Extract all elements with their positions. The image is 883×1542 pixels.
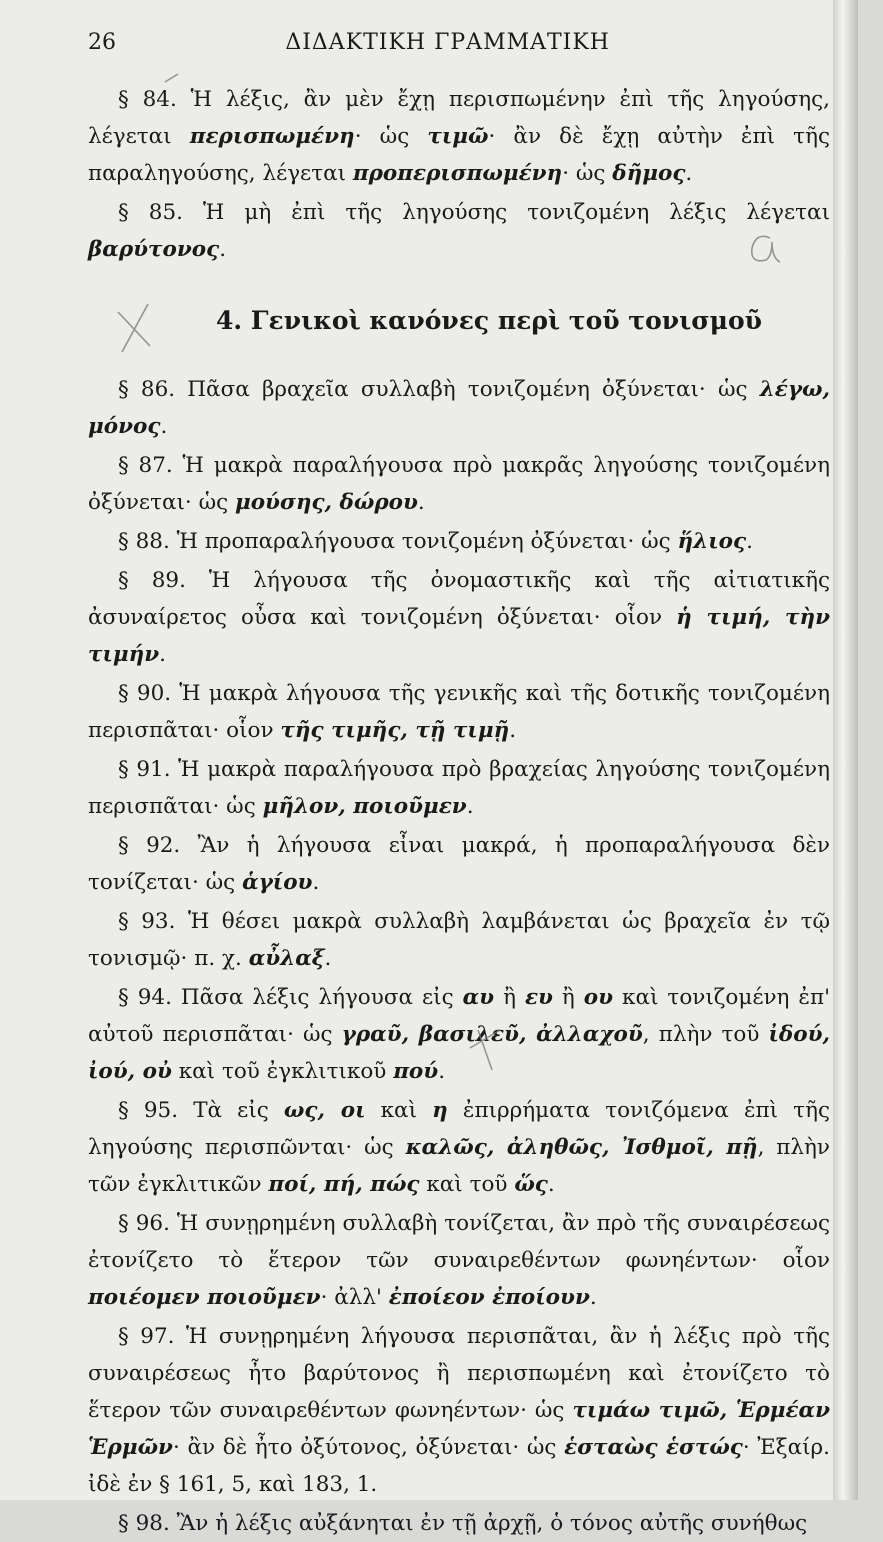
paragraph-text: . — [312, 870, 320, 895]
paragraph — [88, 675, 830, 749]
example-word: ἥλιος — [677, 529, 747, 554]
paragraph-text: , πλὴν τοῦ — [642, 1022, 769, 1047]
example-word: τιμάω τιμῶ, Ἑρμέαν Ἑρμῶν — [88, 1398, 830, 1460]
section-number: § 98. — [118, 1511, 170, 1536]
paragraph — [88, 903, 830, 977]
paragraph — [88, 751, 830, 825]
paragraph-text: Τὰ εἰς — [178, 1098, 284, 1123]
paragraph-text: Ἡ λέξις, ἂν μὲν ἔχῃ περισπωμένην ἐπὶ τῆς ληγούσης, λέγεται — [88, 87, 830, 149]
paragraph-text: Πᾶσα βραχεῖα συλλαβὴ τονιζομένη ὀξύνεται· ὡς — [175, 377, 760, 402]
paragraph-text: Ἡ μακρὰ παραλήγουσα πρὸ μακρᾶς ληγούσης τονιζομένη ὀξύνεται· ὡς — [88, 453, 830, 515]
paragraph-text: Ἡ θέσει μακρὰ συλλαβὴ λαμβάνεται ὡς βραχεῖα ἐν τῷ τονισμῷ· π. χ. — [88, 909, 830, 971]
paragraph-text: . — [219, 237, 227, 262]
example-word: ως, οι — [283, 1098, 366, 1123]
section-number: § 84. — [118, 87, 177, 112]
example-word: ἑσταὼς ἑστώς — [564, 1435, 743, 1460]
example-word: πού — [393, 1059, 439, 1084]
paragraph-text: Ἡ συνῃρημένη λήγουσα περισπᾶται, ἂν ἡ λέξις πρὸ τῆς συναιρέσεως ἦτο βαρύτονος ἢ περισπωμένη καὶ ἐτονίζετο τὸ ἕτερον τῶν συναιρεθέντων φωνηέντων· ὡς — [88, 1324, 831, 1423]
section-number: § 89. — [118, 568, 186, 593]
paragraph-text: . — [685, 161, 693, 186]
section-number: § 95. — [118, 1098, 179, 1123]
example-word: τιμῶ — [427, 124, 489, 149]
page-number: 26 — [88, 30, 116, 55]
paragraph-text: . — [160, 414, 168, 439]
paragraphs-after-heading — [88, 371, 830, 1542]
paragraph-text: Πᾶσα λέξις λήγουσα εἰς — [171, 985, 463, 1010]
paragraph-text: · ὡς — [562, 161, 613, 186]
paragraph-text: ἐπιρρήματα τονιζόμενα ἐπὶ τῆς ληγούσης περισπῶνται· ὡς — [88, 1098, 830, 1160]
paragraph — [88, 1505, 830, 1542]
paragraph-text: Ἂν ἡ λήγουσα εἶναι μακρά, ἡ προπαραλήγουσα δὲν τονίζεται· ὡς — [88, 833, 830, 895]
paragraph-text: Ἡ συνῃρημένη συλλαβὴ τονίζεται, ἂν πρὸ τῆς συναιρέσεως ἐτονίζετο τὸ ἕτερον τῶν συναιρεθέντων φωνηέντων· οἷον — [88, 1211, 830, 1273]
section-heading: 4. Γενικοὶ κανόνες περὶ τοῦ τονισμοῦ — [215, 306, 763, 335]
example-word: ου — [583, 985, 614, 1010]
paragraph — [88, 447, 830, 521]
paragraph — [88, 827, 830, 901]
paragraph-text: · Ἐξαίρ. ἰδὲ ἐν § 161, 5, καὶ 183, 1. — [88, 1435, 830, 1497]
paragraph-text: . — [589, 1285, 597, 1310]
paragraph-text: . — [547, 1172, 555, 1197]
paragraph-text: . — [159, 642, 166, 667]
paragraph — [88, 371, 830, 445]
paragraph-text: · ὡς — [354, 124, 428, 149]
paragraph — [88, 562, 830, 673]
paragraph-text: . — [746, 529, 753, 554]
paragraph — [88, 81, 830, 192]
example-word: ἐποίεον ἐποίουν — [388, 1285, 590, 1310]
section-number: § 87. — [118, 453, 173, 478]
paragraph — [88, 194, 830, 268]
example-word: αὖλαξ — [248, 946, 325, 971]
paragraph-text: Ἡ μὴ ἐπὶ τῆς ληγούσης τονιζομένη λέξις λέγεται — [182, 200, 830, 225]
example-word: ἡ τιμή, τὴν τιμήν — [88, 605, 831, 667]
example-word: τῆς τιμῆς, τῇ τιμῇ — [280, 718, 510, 743]
section-number: § 92. — [118, 833, 181, 858]
paragraph-text: . — [509, 718, 517, 743]
paragraph-text: · ἀλλ' — [320, 1285, 389, 1310]
paragraph — [88, 1318, 830, 1503]
paragraph-text: καὶ τονιζομένη ἐπ' αὐτοῦ περισπᾶται· ὡς — [88, 985, 830, 1047]
paragraph-text: καὶ τοῦ ἐγκλιτικοῦ — [171, 1059, 394, 1084]
paragraph-text: . — [438, 1059, 446, 1084]
paragraph-text: καὶ — [365, 1098, 433, 1123]
paragraph-text: . — [324, 946, 332, 971]
paragraph — [88, 1092, 830, 1203]
section-number: § 85. — [118, 200, 183, 225]
example-word: αυ — [462, 985, 495, 1010]
section-number: § 96. — [118, 1211, 170, 1236]
example-word: περισπωμένη — [189, 124, 355, 149]
example-word: προπερισπωμένη — [352, 161, 563, 186]
section-number: § 88. — [118, 529, 170, 554]
example-word: η — [432, 1098, 448, 1123]
example-word: καλῶς, ἀληθῶς, Ἰσθμοῖ, πῇ — [405, 1135, 758, 1160]
paragraph-text: · ἂν δὲ ἔχῃ αὐτὴν ἐπὶ τῆς παραληγούσης, λέγεται — [88, 124, 830, 186]
paragraph-text: Ἡ μακρὰ λήγουσα τῆς γενικῆς καὶ τῆς δοτικῆς τονιζομένη περισπᾶται· οἷον — [88, 681, 830, 743]
paragraph-text: , πλὴν τῶν ἐγκλιτικῶν — [88, 1135, 830, 1197]
paragraph-text: Ἡ προπαραλήγουσα τονιζομένη ὀξύνεται· ὡς — [169, 529, 678, 554]
page-edge-shadow — [833, 0, 858, 1500]
example-word: μούσης, δώρου — [234, 490, 418, 515]
section-number: § 97. — [118, 1324, 175, 1349]
paragraph-text: ἢ — [552, 985, 584, 1010]
section-number: § 94. — [118, 985, 172, 1010]
example-word: ὥς — [514, 1172, 548, 1197]
section-number: § 90. — [118, 681, 172, 706]
paragraph — [88, 1205, 830, 1316]
paragraph-text: Ἡ μακρὰ παραλήγουσα πρὸ βραχείας ληγούσης τονιζομένη περισπᾶται· ὡς — [88, 757, 830, 819]
paragraph-text: ἢ — [494, 985, 525, 1010]
paragraph-text: καὶ τοῦ — [419, 1172, 515, 1197]
example-word: ποιέομεν ποιοῦμεν — [88, 1285, 321, 1310]
page-header — [88, 30, 830, 55]
paragraph-text: . — [466, 794, 474, 819]
paragraph-text: Ἂν ἡ λέξις αὐξάνηται ἐν τῇ ἀρχῇ, ὁ τόνος αὐτῆς συνήθως — [169, 1511, 808, 1536]
section-number: § 91. — [118, 757, 171, 782]
example-word: ευ — [524, 985, 553, 1010]
running-title: ΔΙΔΑΚΤΙΚΗ ΓΡΑΜΜΑΤΙΚΗ — [285, 30, 610, 55]
example-word: ἰδού, ἰού, οὐ — [88, 1022, 830, 1084]
section-number: § 86. — [118, 377, 176, 402]
section-number: § 93. — [118, 909, 176, 934]
example-word: ἁγίου — [242, 870, 313, 895]
paragraph-text: · ἂν δὲ ἦτο ὀξύτονος, ὀξύνεται· ὡς — [172, 1435, 565, 1460]
example-word: δῆμος — [612, 161, 686, 186]
paragraph — [88, 979, 830, 1090]
example-word: βαρύτονος — [88, 237, 220, 262]
example-word: ποί, πή, πώς — [268, 1172, 420, 1197]
example-word: μῆλον, ποιοῦμεν — [262, 794, 467, 819]
paragraph-text: Ἡ λήγουσα τῆς ὀνομαστικῆς καὶ τῆς αἰτιατικῆς ἀσυναίρετος οὖσα καὶ τονιζομένη ὀξύνεται· οἷον — [88, 568, 831, 630]
example-word: λέγω, μόνος — [88, 377, 830, 439]
paragraph — [88, 523, 830, 560]
paragraphs-before-heading — [88, 81, 830, 268]
paragraph-text: . — [417, 490, 425, 515]
example-word: γραῦ, βασιλεῦ, ἀλλαχοῦ — [341, 1022, 643, 1047]
